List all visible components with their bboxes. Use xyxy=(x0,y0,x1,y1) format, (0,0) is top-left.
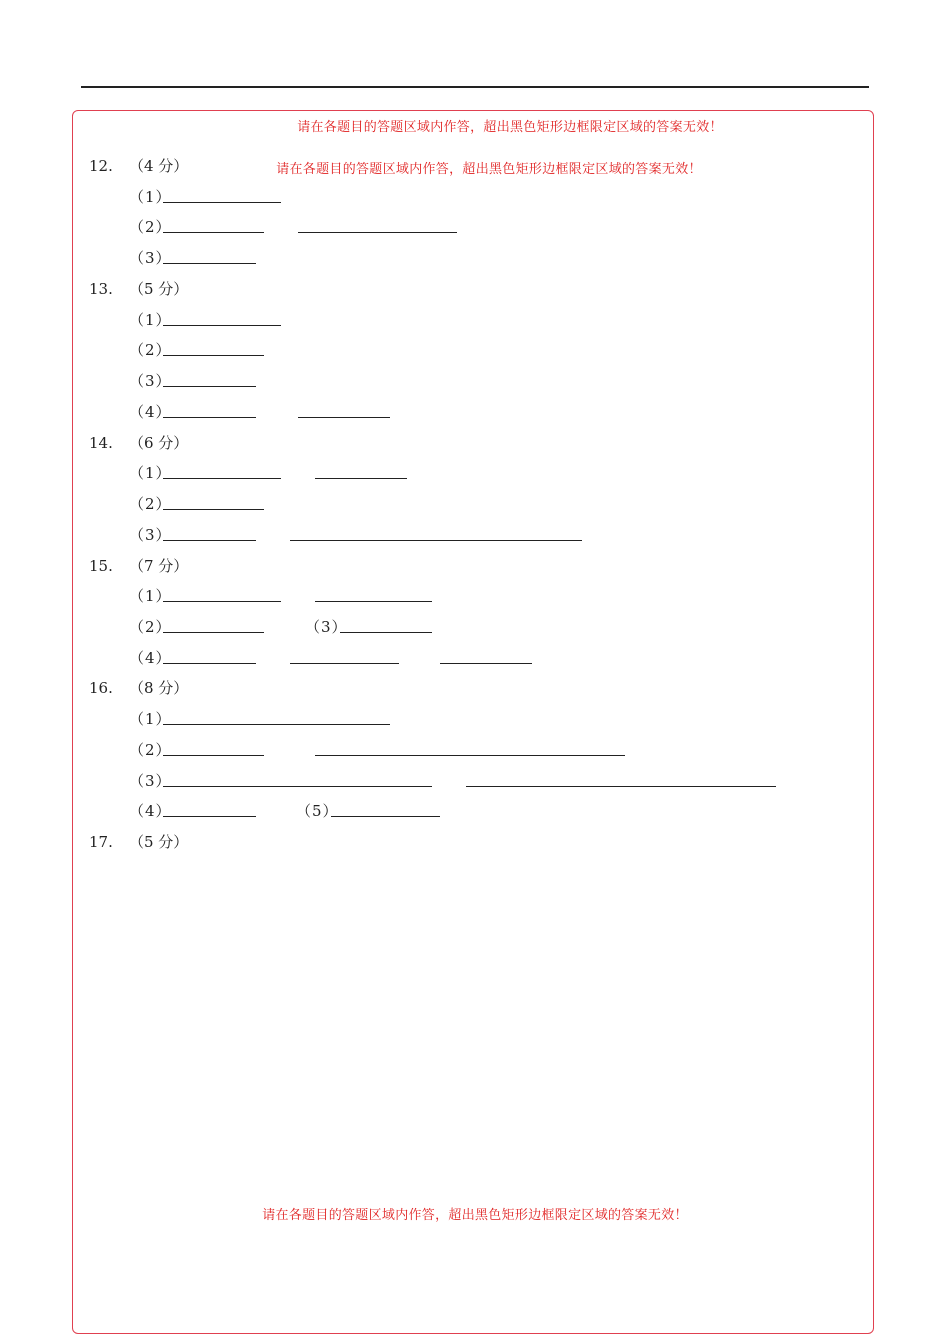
answer-blank[interactable] xyxy=(315,755,625,756)
header-rule xyxy=(81,86,869,88)
answer-blank[interactable] xyxy=(163,355,264,356)
question-score: （7 分） xyxy=(129,557,189,575)
question-16-header xyxy=(89,677,188,698)
sub-question-label: （2） xyxy=(129,741,172,759)
answer-blank[interactable] xyxy=(163,601,281,602)
sub-question-label: （4） xyxy=(129,802,172,820)
warning-notice-inline: 请在各题目的答题区域内作答，超出黑色矩形边框限定区域的答案无效！ xyxy=(276,162,702,177)
answer-blank[interactable] xyxy=(290,663,399,664)
question-number: 15. xyxy=(89,557,113,575)
answer-blank[interactable] xyxy=(163,202,281,203)
question-number: 13. xyxy=(89,280,113,298)
question-score: （6 分） xyxy=(129,434,189,452)
answer-blank[interactable] xyxy=(163,509,264,510)
answer-blank[interactable] xyxy=(340,632,432,633)
answer-blank[interactable] xyxy=(163,478,281,479)
answer-blank[interactable] xyxy=(163,417,256,418)
answer-blank[interactable] xyxy=(163,755,264,756)
sub-question-label: （1） xyxy=(129,710,172,728)
question-14-header xyxy=(89,432,188,453)
sub-question-label: （1） xyxy=(129,587,172,605)
sub-question-label: （3） xyxy=(129,526,172,544)
warning-notice-bottom: 请在各题目的答题区域内作答，超出黑色矩形边框限定区域的答案无效！ xyxy=(262,1208,688,1223)
warning-notice-top: 请在各题目的答题区域内作答，超出黑色矩形边框限定区域的答案无效！ xyxy=(297,120,723,135)
answer-blank[interactable] xyxy=(163,663,256,664)
answer-blank[interactable] xyxy=(163,540,256,541)
answer-blank[interactable] xyxy=(163,632,264,633)
sub-question-label: （3） xyxy=(129,372,172,390)
answer-blank[interactable] xyxy=(466,786,776,787)
question-score: （5 分） xyxy=(129,280,189,298)
sub-question-label: （2） xyxy=(129,495,172,513)
answer-blank[interactable] xyxy=(163,816,256,817)
question-15-header xyxy=(89,555,188,576)
answer-blank[interactable] xyxy=(290,540,582,541)
question-score: （8 分） xyxy=(129,679,189,697)
question-17-answer-area[interactable] xyxy=(89,860,859,1190)
question-12-header xyxy=(89,155,188,176)
answer-blank[interactable] xyxy=(163,263,256,264)
question-number: 17. xyxy=(89,833,113,851)
answer-blank[interactable] xyxy=(440,663,532,664)
sub-question-label: （1） xyxy=(129,188,172,206)
answer-blank[interactable] xyxy=(163,325,281,326)
sub-question-label: （1） xyxy=(129,464,172,482)
sub-question-label: （3） xyxy=(129,772,172,790)
question-number: 12. xyxy=(89,157,113,175)
answer-blank[interactable] xyxy=(163,724,390,725)
question-number: 16. xyxy=(89,679,113,697)
sub-question-label: （3） xyxy=(129,249,172,267)
sub-question-label: （1） xyxy=(129,311,172,329)
answer-blank[interactable] xyxy=(163,786,432,787)
answer-blank[interactable] xyxy=(315,601,432,602)
sub-question-label: （4） xyxy=(129,649,172,667)
sub-question-label: （2） xyxy=(129,618,172,636)
question-number: 14. xyxy=(89,434,113,452)
sub-question-label: （5） xyxy=(296,802,339,820)
sub-question-label: （2） xyxy=(129,218,172,236)
sub-question-label: （4） xyxy=(129,403,172,421)
answer-blank[interactable] xyxy=(163,386,256,387)
question-score: （5 分） xyxy=(129,833,189,851)
answer-blank[interactable] xyxy=(331,816,440,817)
answer-blank[interactable] xyxy=(315,478,407,479)
question-score: （4 分） xyxy=(129,157,189,175)
answer-blank[interactable] xyxy=(163,232,264,233)
sub-question-label: （2） xyxy=(129,341,172,359)
question-13-header xyxy=(89,278,188,299)
answer-blank[interactable] xyxy=(298,417,390,418)
question-17-header xyxy=(89,831,188,852)
sub-question-label: （3） xyxy=(305,618,348,636)
answer-blank[interactable] xyxy=(298,232,457,233)
